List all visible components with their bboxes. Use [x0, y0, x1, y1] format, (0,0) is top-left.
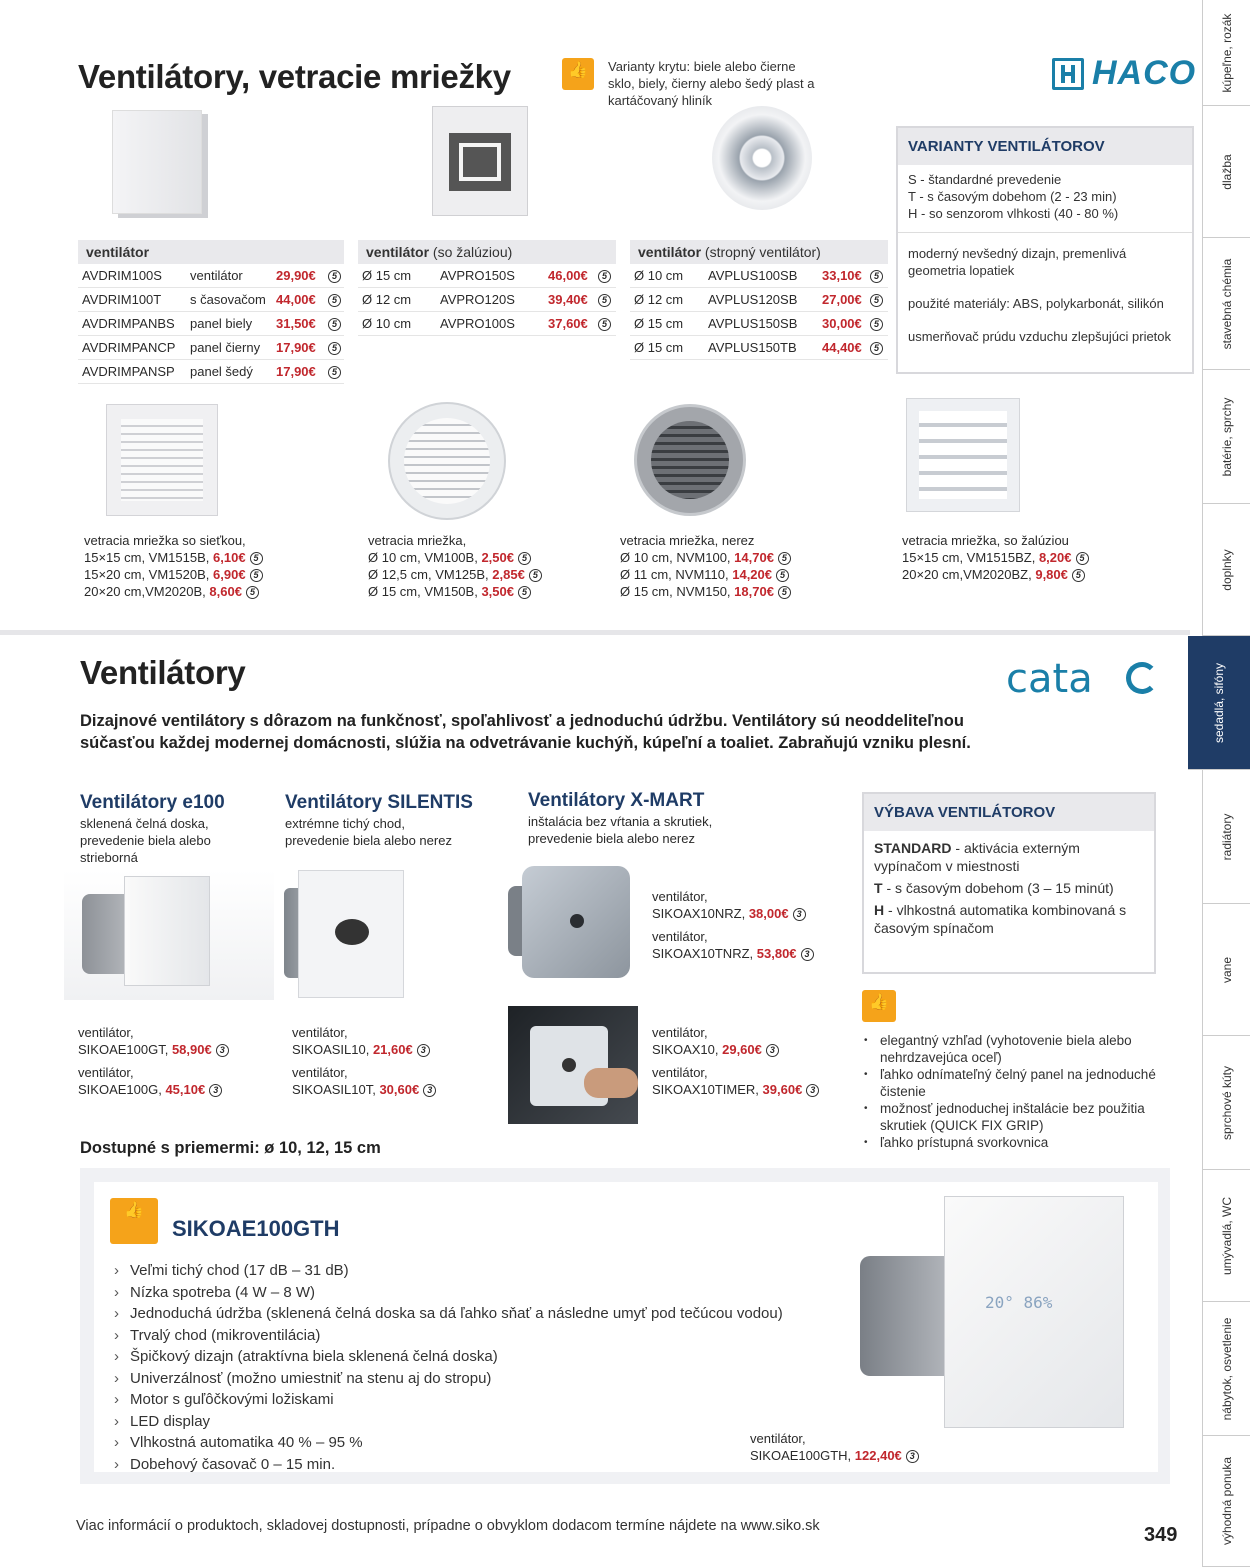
- cata-logo: cata: [1006, 656, 1156, 706]
- silentis-title: Ventilátory SILENTIS: [285, 792, 473, 813]
- xmart-products-top: ventilátor, SIKOAX10NRZ, 38,00€ 3 ventilátor, SIKOAX10TNRZ, 53,80€ 3: [652, 888, 814, 962]
- table-avpro: [358, 240, 616, 340]
- fan-e100gth-image: 20° 86%: [860, 1196, 1130, 1436]
- section-divider: [0, 630, 1190, 635]
- table-row: Ø 12 cm AVPRO120S 39,40€ 5: [358, 288, 616, 312]
- e100-products: ventilátor, SIKOAE100GT, 58,90€ 3 ventilátor, SIKOAE100G, 45,10€ 3: [78, 1024, 229, 1098]
- sidebar-item-furniture[interactable]: nábytok, osvetlenie: [1202, 1302, 1250, 1436]
- featured-product: ventilátor, SIKOAE100GTH, 122,40€ 3: [750, 1430, 919, 1464]
- fan-avdrim-image: [112, 110, 202, 214]
- table-row: AVDRIM100T s časovačom 44,00€ 5: [78, 288, 344, 312]
- table-row: AVDRIMPANBS panel biely 31,50€ 5: [78, 312, 344, 336]
- equipment-box: VÝBAVA VENTILÁTOROV STANDARD - aktivácia externým vypínačom v miestnosti T - s časovým dobehom (3 – 15 minút) H - vlhkostná automatika kombinovaná s časovým spínačom: [862, 792, 1156, 974]
- featured-panel: [80, 1168, 1170, 1484]
- diameters-note: Dostupné s priemermi: ø 10, 12, 15 cm: [80, 1139, 381, 1157]
- table-row: AVDRIM100S ventilátor 29,90€ 5: [78, 264, 344, 288]
- sidebar-item-tiles[interactable]: dlažba: [1202, 106, 1250, 238]
- fan-e100-image: [64, 870, 274, 1000]
- grille-louver-image: [906, 398, 1020, 512]
- table-header: ventilátor (so žalúziou): [358, 240, 616, 264]
- table-avdrim: [78, 240, 344, 390]
- variants-box: [896, 126, 1194, 374]
- table-row: Ø 15 cm AVPLUS150SB 30,00€ 5: [630, 312, 888, 336]
- grille-caption-3: vetracia mriežka, nerez Ø 10 cm, NVM100, 14,70€ 5 Ø 11 cm, NVM110, 14,20€ 5 Ø 15 cm, NVM150, 18,70€ 5: [620, 532, 840, 600]
- grille-steel-image: [634, 404, 746, 516]
- fan-silentis-image: [284, 870, 414, 1004]
- fan-xmart-hand-image: [508, 1006, 638, 1124]
- table-row: Ø 10 cm AVPLUS100SB 33,10€ 5: [630, 264, 888, 288]
- grille-caption-1: vetracia mriežka so sieťkou, 15×15 cm, VM1515B, 6,10€ 5 15×20 cm, VM1520B, 6,90€ 5 20×20 cm,VM2020B, 8,60€ 5: [84, 532, 284, 600]
- variants-title: VARIANTY VENTILÁTOROV: [898, 128, 1192, 165]
- table-header: ventilátor: [78, 240, 344, 264]
- fan-avpro-image: [432, 106, 528, 216]
- xmart-title: Ventilátory X-MART: [528, 790, 705, 811]
- sidebar-item-sinks[interactable]: umývadlá, WC: [1202, 1170, 1250, 1302]
- section-title: Ventilátory: [80, 654, 246, 691]
- sidebar-item-faucets[interactable]: batérie, sprchy: [1202, 370, 1250, 504]
- silentis-desc: extrémne tichý chod, prevedenie biela alebo nerez: [285, 816, 452, 848]
- thumbs-up-icon: [862, 990, 896, 1022]
- cover-variants-note: Varianty krytu: biele alebo čierne sklo, biely, čierny alebo šedý plast a kartáčovaný hliník: [608, 59, 815, 108]
- variants-list: S - štandardné prevedenie T - s časovým dobehom (2 - 23 min) H - so senzorom vlhkosti (40 - 80 %): [908, 172, 1119, 221]
- fan-xmart-image: [508, 864, 636, 986]
- grille-caption-4: vetracia mriežka, so žalúziou 15×15 cm, VM1515BZ, 8,20€ 5 20×20 cm,VM2020BZ, 9,80€ 5: [902, 532, 1122, 583]
- xmart-desc: inštalácia bez vŕtania a skrutiek, prevedenie biela alebo nerez: [528, 814, 713, 846]
- page-number: 349: [1144, 1524, 1178, 1546]
- benefits-list: • elegantný vzhľad (vyhotovenie biela alebo nehrdzavejúca oceľ) • ľahko odnímateľný čelný panel na jednoduché čistenie • možnosť jednoduchej inštalácie bez použitia skrutiek (QUICK FIX GRIP) • ľahko prístupná svorkovnica: [862, 1032, 1168, 1151]
- table-header: ventilátor (stropný ventilátor): [630, 240, 888, 264]
- equipment-title: VÝBAVA VENTILÁTOROV: [864, 794, 1154, 831]
- sidebar-item-accessories[interactable]: doplnky: [1202, 504, 1250, 636]
- xmart-products-bottom: ventilátor, SIKOAX10, 29,60€ 3 ventilátor, SIKOAX10TIMER, 39,60€ 3: [652, 1024, 819, 1098]
- silentis-products: ventilátor, SIKOASIL10, 21,60€ 3 ventilátor, SIKOASIL10T, 30,60€ 3: [292, 1024, 436, 1098]
- grille-round-image: [388, 402, 506, 520]
- table-row: AVDRIMPANSP panel šedý 17,90€ 5: [78, 360, 344, 384]
- table-row: Ø 15 cm AVPRO150S 46,00€ 5: [358, 264, 616, 288]
- thumbs-up-icon: [110, 1198, 158, 1244]
- variants-features: moderný nevšedný dizajn, premenlivá geometria lopatiek použité materiály: ABS, polykarbonát, silikón usmerňovač prúdu vzduchu zlepšujúci prietok: [898, 232, 1192, 345]
- grille-caption-2: vetracia mriežka, Ø 10 cm, VM100B, 2,50€ 5 Ø 12,5 cm, VM125B, 2,85€ 5 Ø 15 cm, VM150B, 3,50€ 5: [368, 532, 568, 600]
- fan-avplus-image: [712, 106, 812, 210]
- sidebar-item-seats[interactable]: sedadlá, sifóny: [1188, 636, 1250, 770]
- sidebar-item-radiators[interactable]: radiátory: [1202, 770, 1250, 904]
- cata-intro: Dizajnové ventilátory s dôrazom na funkčnosť, spoľahlivosť a jednoduchú údržbu. Ventilátory sú neoddeliteľnou súčasťou každej modernej domácnosti, slúžia na odvetrávanie kuchýň, kúpeľní a toaliet. Zabraňujú vzniku plesní.: [80, 712, 971, 752]
- page-title: Ventilátory, vetracie mriežky: [78, 58, 511, 95]
- sidebar-item-chemistry[interactable]: stavebná chémia: [1202, 238, 1250, 370]
- thumbs-up-icon: [562, 58, 594, 90]
- sidebar-item-bathrooms[interactable]: kúpeľne, rozák: [1202, 0, 1250, 106]
- sidebar-item-showers[interactable]: sprchové kúty: [1202, 1036, 1250, 1170]
- e100-desc: sklenená čelná doska, prevedenie biela alebo strieborná: [80, 816, 211, 865]
- featured-bullets: › Veľmi tichý chod (17 dB – 31 dB) › Nízka spotreba (4 W – 8 W) › Jednoduchá údržba (sklenená čelná doska sa dá ľahko sňať a následne umyť pod tečúcou vodou) › Trvalý chod (mikroventilácia) › Špičkový dizajn (atraktívna biela sklenená čelná doska) › Univerzálnosť (možno umiestniť na stenu aj do stropu) › Motor s guľôčkovými ložiskami › LED display › Vlhkostná automatika 40 % – 95 % › Dobehový časovač 0 – 15 min.: [110, 1260, 830, 1475]
- table-row: Ø 12 cm AVPLUS120SB 27,00€ 5: [630, 288, 888, 312]
- sidebar-item-offers[interactable]: výhodná ponuka: [1202, 1436, 1250, 1567]
- table-row: Ø 15 cm AVPLUS150TB 44,40€ 5: [630, 336, 888, 360]
- sidebar-item-bathtubs[interactable]: vane: [1202, 904, 1250, 1036]
- table-avplus: [630, 240, 888, 364]
- table-row: AVDRIMPANCP panel čierny 17,90€ 5: [78, 336, 344, 360]
- footer-note: Viac informácií o produktoch, skladovej dostupnosti, prípadne o obvyklom dodacom termíne nájdete na www.siko.sk: [76, 1518, 820, 1534]
- featured-title: SIKOAE100GTH: [172, 1216, 340, 1241]
- table-row: Ø 10 cm AVPRO100S 37,60€ 5: [358, 312, 616, 336]
- grille-square-image: [106, 404, 218, 516]
- e100-title: Ventilátory e100: [80, 792, 225, 813]
- haco-logo: HACO: [1052, 56, 1188, 92]
